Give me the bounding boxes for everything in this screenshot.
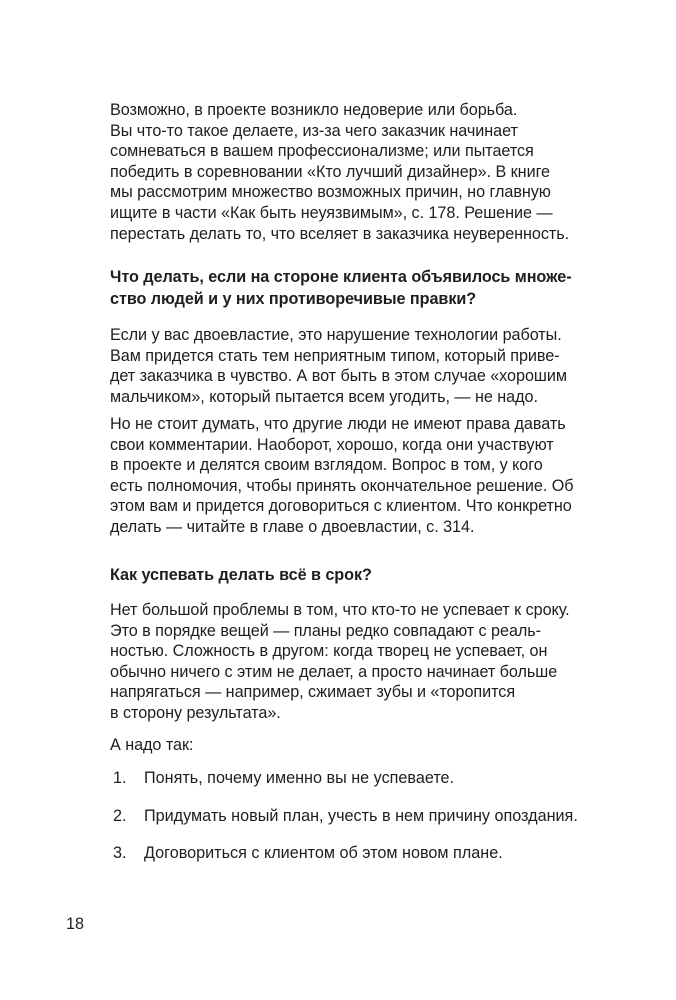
- list-text: Договориться с клиентом об этом новом плане.: [144, 844, 503, 862]
- text-line: А надо так:: [110, 736, 194, 754]
- text-line: обычно ничего с этим не делает, а просто начинает больше: [110, 662, 558, 681]
- paragraph-dual-power: [110, 325, 610, 407]
- list-text: Понять, почему именно вы не успеваете.: [144, 769, 455, 787]
- text-line: делать — читайте в главе о двоевластии, с. 314.: [110, 517, 475, 536]
- paragraph-intro-list: [110, 735, 610, 756]
- text-line: Вы что-то такое делаете, из-за чего заказчик начинает: [110, 121, 518, 140]
- heading-line: ство людей и у них противоречивые правки?: [110, 290, 477, 308]
- text-line: Это в порядке вещей — планы редко совпадают с реаль-: [110, 621, 542, 640]
- list-number: 1.: [113, 769, 127, 787]
- text-line: Возможно, в проекте возникло недоверие или борьба.: [110, 101, 518, 119]
- list-number: 3.: [113, 844, 127, 862]
- text-line: дет заказчика в чувство. А вот быть в этом случае «хорошим: [110, 367, 567, 386]
- text-line: сомневаться в вашем профессионализме; или пытается: [110, 142, 534, 161]
- list-number: 2.: [113, 807, 127, 825]
- text-line: в проекте и делятся своим взглядом. Вопрос в том, у кого: [110, 456, 543, 475]
- paragraph-deadlines: [110, 600, 610, 724]
- text-line: в сторону результата».: [110, 703, 281, 722]
- heading-deadlines: [110, 564, 610, 586]
- heading-line: Как успевать делать всё в срок?: [110, 566, 372, 584]
- text-line: победить в соревновании «Кто лучший дизайнер». В книге: [110, 162, 551, 181]
- text-line: Вам придется стать тем неприятным типом, который приве-: [110, 346, 560, 365]
- text-line: свои комментарии. Наоборот, хорошо, когда они участвуют: [110, 435, 554, 454]
- text-line: этом вам и придется договориться с клиентом. Что конкретно: [110, 497, 572, 516]
- paragraph-distrust: [110, 100, 610, 244]
- text-line: мы рассмотрим множество возможных причин, но главную: [110, 183, 551, 202]
- page-number: 18: [66, 915, 85, 933]
- text-line: Но не стоит думать, что другие люди не имеют права давать: [110, 415, 566, 433]
- heading-line: Что делать, если на стороне клиента объявилось множе-: [110, 268, 572, 286]
- text-line: перестать делать то, что вселяет в заказчика неуверенность.: [110, 224, 570, 243]
- heading-many-people: [110, 266, 610, 310]
- list-text: Придумать новый план, учесть в нем причину опоздания.: [144, 807, 578, 825]
- text-line: ностью. Сложность в другом: когда творец не успевает, он: [110, 642, 548, 661]
- text-line: есть полномочия, чтобы принять окончательное решение. Об: [110, 476, 574, 495]
- text-line: напрягаться — например, сжимает зубы и «торопится: [110, 683, 516, 702]
- text-line: мальчиком», который пытается всем угодить, — не надо.: [110, 387, 538, 406]
- text-line: Если у вас двоевластие, это нарушение технологии работы.: [110, 326, 562, 344]
- text-line: Нет большой проблемы в том, что кто-то не успевает к сроку.: [110, 601, 570, 619]
- paragraph-comments: [110, 414, 610, 538]
- text-line: ищите в части «Как быть неуязвимым», с. 178. Решение —: [110, 203, 553, 222]
